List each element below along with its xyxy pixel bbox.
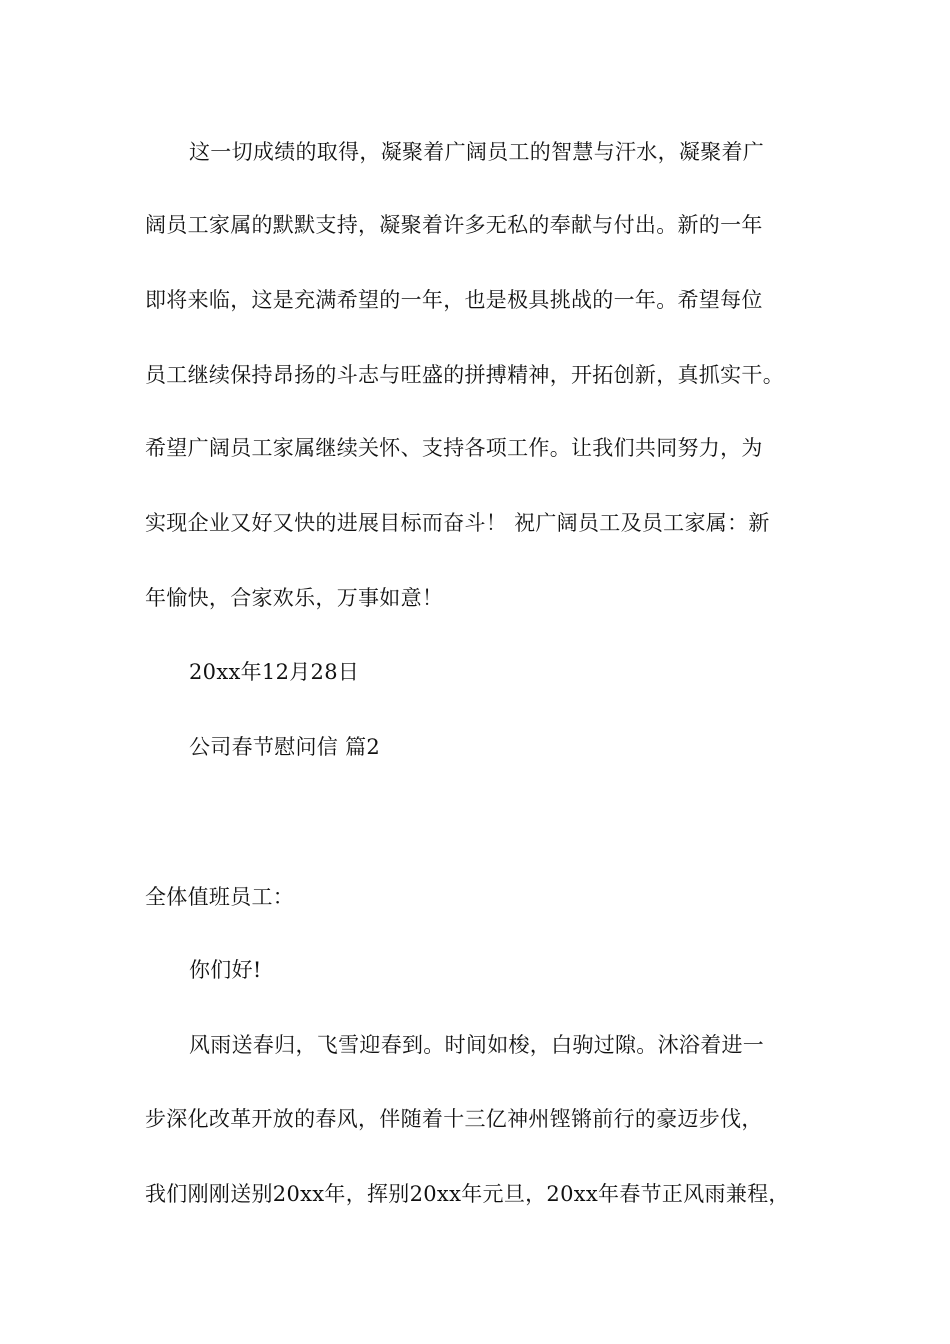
letter-date: 20xx年12月28日 — [189, 660, 360, 684]
paragraph-1-line-6: 实现企业又好又快的进展目标而奋斗！ 祝广阔员工及员工家属：新 — [145, 511, 770, 535]
paragraph-1-line-2: 阔员工家属的默默支持，凝聚着许多无私的奉献与付出。新的一年 — [145, 213, 763, 237]
section-title: 公司春节慰问信 篇2 — [189, 735, 381, 759]
paragraph-1-line-3: 即将来临，这是充满希望的一年，也是极具挑战的一年。希望每位 — [145, 288, 763, 312]
paragraph-1-line-5: 希望广阔员工家属继续关怀、支持各项工作。让我们共同努力，为 — [145, 436, 763, 460]
paragraph-1-line-1: 这一切成绩的取得，凝聚着广阔员工的智慧与汗水，凝聚着广 — [189, 140, 765, 164]
paragraph-2-line-2: 步深化改革开放的春风，伴随着十三亿神州铿锵前行的豪迈步伐， — [145, 1107, 763, 1131]
paragraph-2-line-1: 风雨送春归，飞雪迎春到。时间如梭，白驹过隙。沐浴着进一 — [189, 1033, 765, 1057]
paragraph-1-line-4: 员工继续保持昂扬的斗志与旺盛的拼搏精神，开拓创新，真抓实干。 — [145, 363, 784, 387]
salutation: 全体值班员工： — [145, 885, 295, 909]
paragraph-2-line-3: 我们刚刚送别20xx年，挥别20xx年元旦，20xx年春节正风雨兼程， — [145, 1182, 790, 1206]
paragraph-1-line-7: 年愉快，合家欢乐，万事如意！ — [145, 586, 444, 610]
greeting: 你们好! — [189, 958, 262, 982]
